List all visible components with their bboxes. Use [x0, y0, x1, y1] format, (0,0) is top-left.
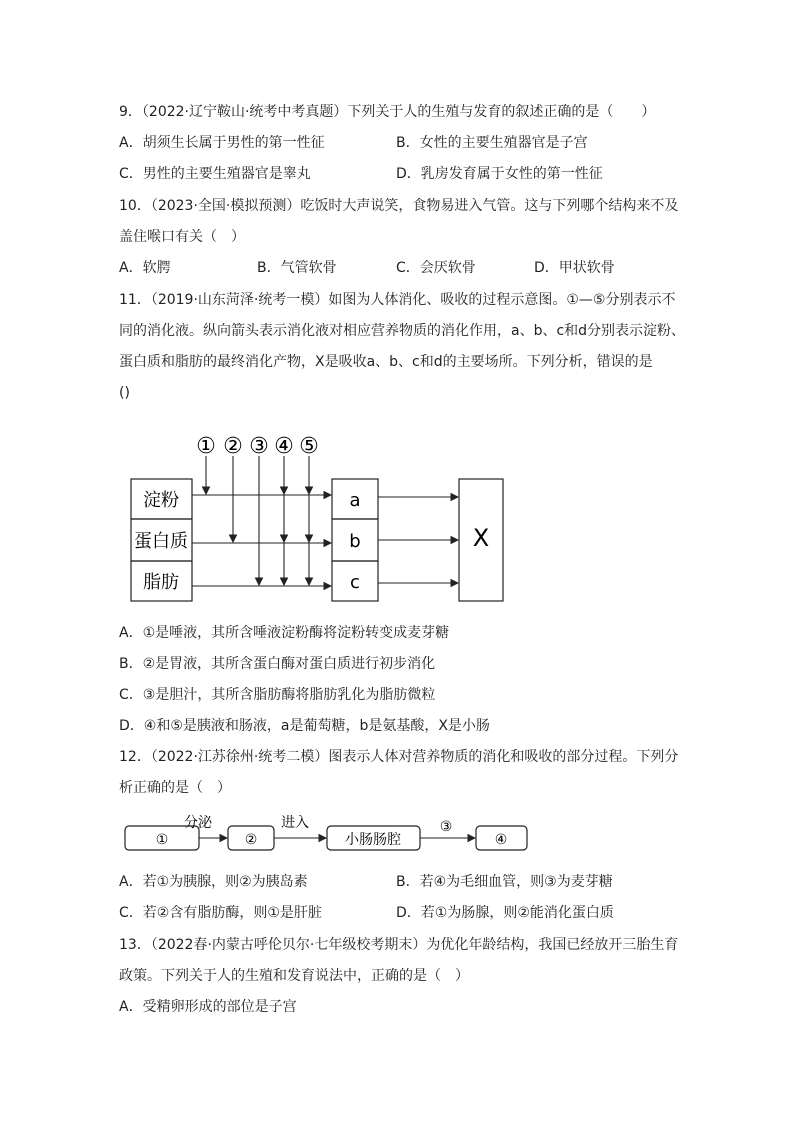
q10-stem-line1: 10．（2023·全国·模拟预测）吃饭时大声说笑，食物易进入气管。这与下列哪个结构来不及 [119, 198, 679, 214]
flow-box-4-label: ④ [494, 832, 508, 848]
q12-option-a: A．若①为胰腺，则②为胰岛素 [119, 874, 308, 890]
q12-option-c: C．若②含有脂肪酶，则①是肝脏 [119, 905, 322, 921]
q11-stem-line2: 同的消化液。纵向箭头表示消化液对相应营养物质的消化作用，a、b、c和d分别表示淀粉、 [119, 323, 686, 339]
nutrient-protein-label: 蛋白质 [134, 531, 188, 552]
q11-option-b: B．②是胃液，其所含蛋白酶对蛋白质进行初步消化 [119, 656, 436, 672]
digestion-diagram [120, 425, 520, 610]
q11-option-c: C．③是胆汁，其所含脂肪酶将脂肪乳化为脂肪微粒 [119, 687, 436, 703]
flow-box-3-label: 小肠肠腔 [345, 832, 401, 848]
q10-option-a: A．软腭 [119, 260, 171, 276]
q11-option-d: D．④和⑤是胰液和肠液，a是葡萄糖，b是氨基酸，X是小肠 [119, 718, 490, 734]
product-c-label: c [350, 572, 360, 593]
q13-stem-line1: 13．（2022春·内蒙古呼伦贝尔·七年级校考期末）为优化年龄结构，我国已经放开三胎生育 [119, 937, 679, 953]
flow-arrow-1-label: 分泌 [184, 815, 212, 831]
q9-option-c: C．男性的主要生殖器官是睾丸 [119, 166, 311, 182]
absorption-site-label: X [472, 524, 490, 552]
juice-4-label: ④ [274, 434, 294, 459]
q13-option-a: A．受精卵形成的部位是子宫 [119, 999, 297, 1015]
juice-5-label: ⑤ [299, 434, 319, 459]
q11-option-a: A．①是唾液，其所含唾液淀粉酶将淀粉转变成麦芽糖 [119, 625, 450, 641]
juice-1-label: ① [196, 434, 216, 459]
product-a-label: a [349, 490, 361, 511]
q12-option-b: B．若④为毛细血管，则③为麦芽糖 [396, 874, 613, 890]
q9-option-b: B．女性的主要生殖器官是子宫 [396, 135, 588, 151]
q13-stem-line2: 政策。下列关于人的生殖和发育说法中，正确的是（ ） [119, 968, 469, 984]
nutrient-starch-label: 淀粉 [143, 490, 179, 511]
q9-option-d: D．乳房发育属于女性的第一性征 [396, 166, 603, 182]
q10-stem-line2: 盖住喉口有关（ ） [119, 229, 245, 245]
q10-option-d: D．甲状软骨 [534, 260, 615, 276]
flow-box-1-label: ① [155, 832, 169, 848]
q11-stem-line4: () [119, 385, 130, 401]
juice-2-label: ② [223, 434, 243, 459]
nutrient-flow-diagram [120, 813, 540, 855]
q10-option-b: B．气管软骨 [257, 260, 337, 276]
q12-stem-line1: 12．（2022·江苏徐州·统考二模）图表示人体对营养物质的消化和吸收的部分过程。下列分 [119, 749, 679, 765]
q11-stem-line3: 蛋白质和脂肪的最终消化产物，X是吸收a、b、c和d的主要场所。下列分析，错误的是 [119, 354, 653, 370]
q9-option-a: A．胡须生长属于男性的第一性征 [119, 135, 325, 151]
q10-option-c: C．会厌软骨 [396, 260, 476, 276]
flow-arrow-3-label: ③ [439, 819, 453, 835]
flow-arrow-2-label: 进入 [281, 815, 309, 831]
q12-stem-line2: 析正确的是（ ） [119, 780, 231, 796]
q11-stem-line1: 11．（2019·山东菏泽·统考一模）如图为人体消化、吸收的过程示意图。①—⑤分别表示不 [119, 292, 676, 308]
product-b-label: b [349, 531, 361, 552]
nutrient-fat-label: 脂肪 [143, 572, 179, 593]
q9-stem: 9．（2022·辽宁鞍山·统考中考真题）下列关于人的生殖与发育的叙述正确的是（ ） [119, 104, 656, 120]
flow-box-2-label: ② [244, 832, 258, 848]
q12-option-d: D．若①为肠腺，则②能消化蛋白质 [396, 905, 614, 921]
juice-3-label: ③ [249, 434, 269, 459]
